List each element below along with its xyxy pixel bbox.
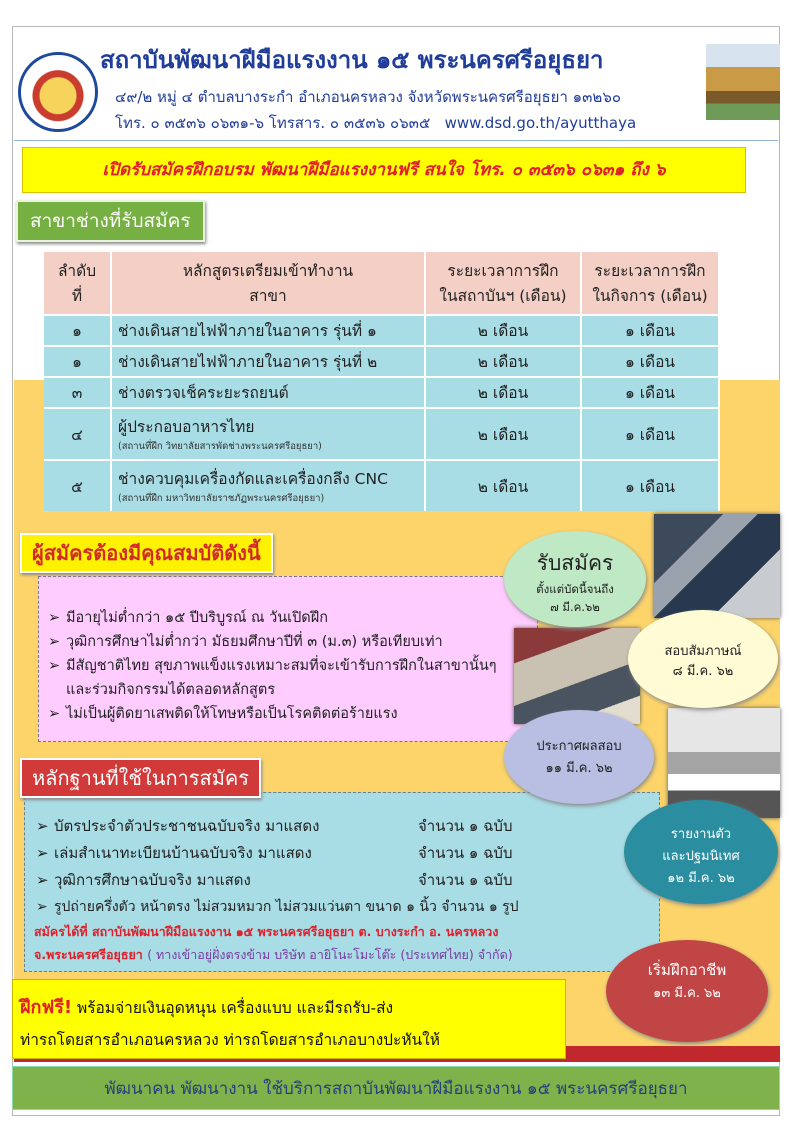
document-count: จำนวน ๑ ฉบับ: [418, 871, 513, 889]
table-row: [44, 345, 720, 376]
table-row: [44, 376, 720, 407]
row-course: ช่างเดินสายไฟฟ้าภายในอาคาร รุ่นที่ ๑: [112, 314, 426, 345]
documents-list: [36, 813, 656, 921]
schedule-report: รายงานตัว และปฐมนิเทศ ๑๒ มี.ค. ๖๒: [624, 800, 778, 904]
col-company-duration: ระยะเวลาการฝึก ในกิจการ (เดือน): [582, 252, 720, 314]
dsd-logo-icon: [18, 52, 98, 132]
branches-tag: สาขาช่างที่รับสมัคร: [16, 200, 205, 242]
document-count: จำนวน ๑ ฉบับ: [418, 844, 513, 862]
arrow-bullet-icon: ➢: [36, 844, 49, 862]
list-item: ➢ วุฒิการศึกษาไม่ต่ำกว่า มัธยมศึกษาปีที่ ๓ (ม.๓) หรือเทียบเท่า: [48, 630, 548, 654]
document-count: จำนวน ๑ ฉบับ: [418, 817, 513, 835]
row-institute-duration: ๒ เดือน: [426, 407, 582, 459]
arrow-bullet-icon: ➢: [48, 658, 61, 674]
row-course-location: (สถานที่ฝึก วิทยาลัยสารพัดช่างพระนครศรีอยุธยา): [118, 441, 322, 452]
schedule-interview: สอบสัมภาษณ์ ๘ มี.ค. ๖๒: [628, 610, 778, 708]
row-company-duration: ๑ เดือน: [582, 407, 720, 459]
contact-line: [115, 111, 636, 135]
phone-fax: โทร. ๐ ๓๕๓๖ ๐๖๓๑-๖ โทรสาร. ๐ ๓๕๓๖ ๐๖๓๕: [115, 114, 431, 132]
registration-banner: เปิดรับสมัครฝึกอบรม พัฒนาฝีมือแรงงานฟรี สนใจ โทร. ๐ ๓๕๓๖ ๐๖๓๑ ถึง ๖: [22, 147, 746, 193]
documents-tag: หลักฐานที่ใช้ในการสมัคร: [20, 758, 261, 798]
col-institute-duration: ระยะเวลาการฝึก ในสถาบันฯ (เดือน): [426, 252, 582, 314]
arrow-bullet-icon: ➢: [48, 706, 61, 722]
row-course: ช่างเดินสายไฟฟ้าภายในอาคาร รุ่นที่ ๒: [112, 345, 426, 376]
row-company-duration: ๑ เดือน: [582, 314, 720, 345]
list-item: ➢ มีสัญชาติไทย สุขภาพแข็งแรงเหมาะสมที่จะเข้ารับการฝึกในสาขานั้นๆ: [48, 654, 548, 678]
list-item: ➢ ไม่เป็นผู้ติดยาเสพติดให้โทษหรือเป็นโรคติดต่อร้ายแรง: [48, 702, 548, 726]
course-table: [44, 252, 720, 511]
row-institute-duration: ๒ เดือน: [426, 459, 582, 511]
schedule-start: เริ่มฝึกอาชีพ ๑๓ มี.ค. ๖๒: [606, 940, 768, 1042]
row-no: ๓: [44, 376, 112, 407]
row-institute-duration: ๒ เดือน: [426, 345, 582, 376]
table-header-row: [44, 252, 720, 314]
schedule-result: ประกาศผลสอบ ๑๑ มี.ค. ๖๒: [504, 710, 654, 804]
institute-title: สถาบันพัฒนาฝีมือแรงงาน ๑๕ พระนครศรีอยุธยา: [100, 46, 604, 74]
row-course: ช่างตรวจเช็คระยะรถยนต์: [112, 376, 426, 407]
table-row: [44, 314, 720, 345]
row-no: ๔: [44, 407, 112, 459]
free-training-text: ฝึกฟรี! พร้อมจ่ายเงินอุดหนุน เครื่องแบบ และมีรถรับ-ส่ง ท่ารถโดยสารอำเภอนครหลวง ท่ารถโดยสารอำเภอบางปะหันให้: [20, 997, 440, 1049]
list-item: ➢ เล่มสำเนาทะเบียนบ้านฉบับจริง มาแสดง จำนวน ๑ ฉบับ: [36, 840, 656, 867]
row-course-location: (สถานที่ฝึก มหาวิทยาลัยราชภัฏพระนครศรีอยุธยา): [118, 493, 325, 504]
qualifications-tag: ผู้สมัครต้องมีคุณสมบัติดังนี้: [20, 533, 273, 573]
arrow-bullet-icon: ➢: [36, 871, 49, 889]
row-company-duration: ๑ เดือน: [582, 459, 720, 511]
row-company-duration: ๑ เดือน: [582, 345, 720, 376]
table-row: [44, 459, 720, 511]
table-row: [44, 407, 720, 459]
list-item: ➢ วุฒิการศึกษาฉบับจริง มาแสดง จำนวน ๑ ฉบับ: [36, 867, 656, 894]
welding-photo: [654, 514, 780, 618]
list-item-continuation: และร่วมกิจกรรมได้ตลอดหลักสูตร: [66, 682, 276, 698]
row-no: ๑: [44, 314, 112, 345]
row-no: ๑: [44, 345, 112, 376]
arrow-bullet-icon: ➢: [48, 634, 61, 650]
ayutthaya-temple-logo-icon: [706, 44, 780, 120]
col-course: หลักสูตรเตรียมเข้าทำงาน สาขา: [112, 252, 426, 314]
arrow-bullet-icon: ➢: [36, 817, 49, 835]
apply-location-line2: จ.พระนครศรีอยุธยา ( ทางเข้าอยู่ฝั่งตรงข้าม บริษัท อายิโนะโมะโต๊ะ (ประเทศไทย) จำกัด): [34, 947, 513, 962]
arrow-bullet-icon: ➢: [36, 899, 48, 915]
row-company-duration: ๑ เดือน: [582, 376, 720, 407]
list-item: ➢ รูปถ่ายครึ่งตัว หน้าตรง ไม่สวมหมวก ไม่สวมแว่นตา ขนาด ๑ นิ้ว จำนวน ๑ รูป: [36, 894, 656, 921]
website-link[interactable]: www.dsd.go.th/ayutthaya: [444, 114, 637, 132]
apply-location-line1: สมัครได้ที่ สถาบันพัฒนาฝีมือแรงงาน ๑๕ พระนครศรีอยุธยา ต. บางระกำ อ. นครหลวง: [34, 924, 499, 939]
free-highlight: ฝึกฟรี!: [20, 997, 73, 1018]
row-no: ๕: [44, 459, 112, 511]
list-item: ➢ บัตรประจำตัวประชาชนฉบับจริง มาแสดง จำนวน ๑ ฉบับ: [36, 813, 656, 840]
institute-address: ๔๙/๒ หมู่ ๔ ตำบลบางระกำ อำเภอนครหลวง จังหวัดพระนครศรีอยุธยา ๑๓๒๖๐: [115, 88, 622, 106]
apply-location: [34, 920, 654, 966]
list-item: ➢ มีอายุไม่ต่ำกว่า ๑๕ ปีบริบูรณ์ ณ วันเปิดฝึก: [48, 606, 548, 630]
header-divider: [14, 140, 778, 141]
row-course: ผู้ประกอบอาหารไทย (สถานที่ฝึก วิทยาลัยสารพัดช่างพระนครศรีอยุธยา): [112, 407, 426, 459]
footer-slogan: พัฒนาคน พัฒนางาน ใช้บริการสถาบันพัฒนาฝีมือแรงงาน ๑๕ พระนครศรีอยุธยา: [12, 1066, 780, 1110]
arrow-bullet-icon: ➢: [48, 610, 61, 626]
row-institute-duration: ๒ เดือน: [426, 376, 582, 407]
schedule-apply: รับสมัคร ตั้งแต่บัดนี้จนถึง ๗ มี.ค.๖๒: [504, 531, 646, 627]
row-course: ช่างควบคุมเครื่องกัดและเครื่องกลึง CNC (สถานที่ฝึก มหาวิทยาลัยราชภัฏพระนครศรีอยุธยา): [112, 459, 426, 511]
qualifications-list: [48, 606, 548, 726]
row-institute-duration: ๒ เดือน: [426, 314, 582, 345]
col-no: ลำดับ ที่: [44, 252, 112, 314]
